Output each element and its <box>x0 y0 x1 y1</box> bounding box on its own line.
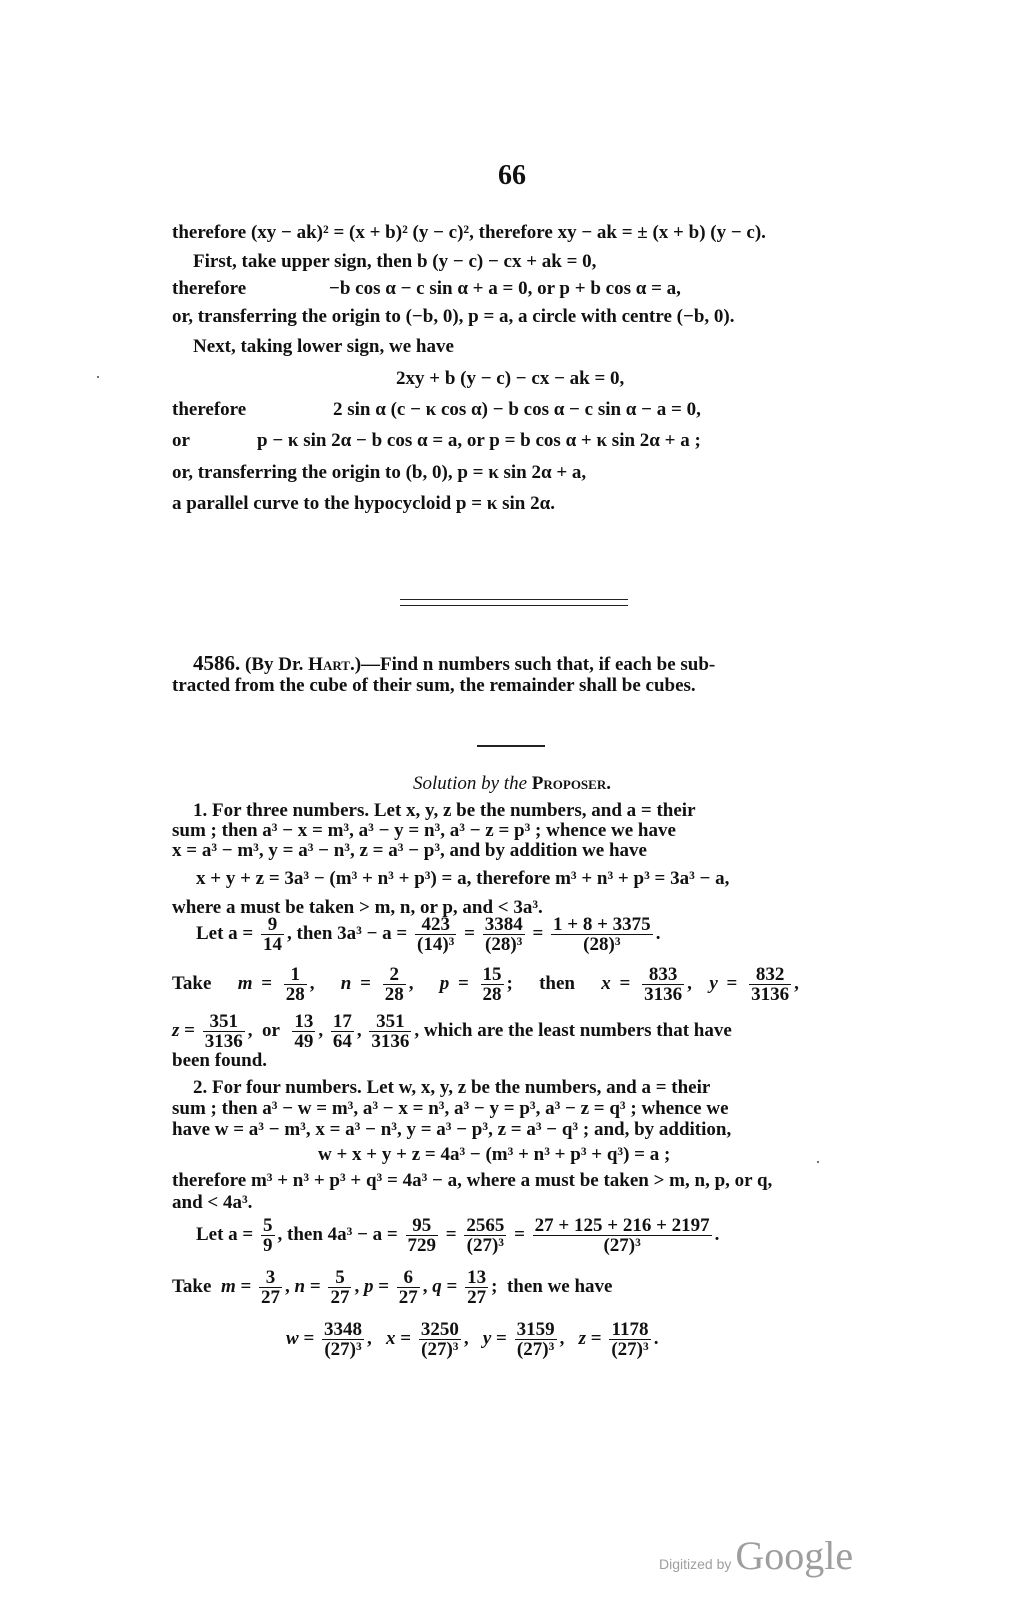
text-line-label: therefore <box>172 399 247 420</box>
fraction: $\frac{832}{3136}$ <box>751 964 790 1005</box>
equation-let-2: Let a = $\frac{5}{9}$ , then 4a³ − a = $\frac{95}{729}$ = $\frac{2565}{\text{(27)³}}$ = $\frac{27 + 125 + 216 + 2197}{\text{(27)³}}$ . <box>196 1215 720 1256</box>
fraction: $\frac{351}{3136}$ <box>371 1011 410 1052</box>
equation: p − κ sin 2α − b cos α = a, or p = b cos α + κ sin 2α + a ; <box>257 430 701 451</box>
text-line: Next, taking lower sign, we have <box>193 336 454 357</box>
equation: −b cos α − c sin α + a = 0, or p + b cos α = a, <box>329 278 681 299</box>
fraction: $\frac{3250}{\text{(27)³}}$ <box>420 1319 459 1360</box>
fraction: $\frac{15}{28}$ <box>482 964 502 1005</box>
section-divider <box>400 599 628 606</box>
text-line-label: therefore <box>172 278 247 299</box>
fraction: $\frac{27 + 125 + 216 + 2197}{\text{(27)³}}$ <box>534 1215 710 1256</box>
text-line-label: or <box>172 430 190 451</box>
equation: 2xy + b (y − c) − cx − ak = 0, <box>396 368 625 389</box>
fraction: $\frac{5}{27}$ <box>330 1267 350 1308</box>
problem-author: Hart <box>308 654 350 675</box>
fraction: $\frac{351}{3136}$ <box>204 1011 243 1052</box>
fraction: $\frac{1}{28}$ <box>285 964 305 1005</box>
text-line: where a must be taken > m, n, or p, and < 3a³. <box>172 897 543 918</box>
problem-number: 4586. <box>193 651 241 675</box>
fraction: $\frac{3159}{\text{(27)³}}$ <box>516 1319 555 1360</box>
text-line: a parallel curve to the hypocycloid p = κ sin 2α. <box>172 493 555 514</box>
text-line: tracted from the cube of their sum, the remainder shall be cubes. <box>172 675 696 696</box>
equation: 2 sin α (c − κ cos α) − b cos α − c sin α − a = 0, <box>333 399 701 420</box>
fraction: $\frac{3}{27}$ <box>261 1267 281 1308</box>
fraction: $\frac{9}{14}$ <box>263 914 283 955</box>
equation: x + y + z = 3a³ − (m³ + n³ + p³) = a, therefore m³ + n³ + p³ = 3a³ − a, <box>196 868 730 889</box>
text-line: been found. <box>172 1050 268 1071</box>
fraction: $\frac{423}{\text{(14)³}}$ <box>417 914 455 955</box>
solution-heading: Solution by the Proposer. <box>413 773 611 794</box>
fraction: $\frac{3348}{\text{(27)³}}$ <box>324 1319 363 1360</box>
fraction: $\frac{6}{27}$ <box>398 1267 418 1308</box>
text-line: 2. For four numbers. Let w, x, y, z be the numbers, and a = their <box>193 1077 711 1098</box>
equation-z-1: z = $\frac{351}{3136}$ , or $\frac{13}{49}$ , $\frac{17}{64}$ , $\frac{351}{3136}$ , which are the least numbers that have <box>172 1011 732 1052</box>
fraction: $\frac{13}{27}$ <box>467 1267 487 1308</box>
text-line: and < 4a³. <box>172 1192 253 1213</box>
short-divider <box>477 745 545 747</box>
equation-take-2: Take m = $\frac{3}{27}$ , n = $\frac{5}{27}$ , p = $\frac{6}{27}$ , q = $\frac{13}{27}$ ; then we have <box>172 1267 613 1308</box>
text-line: or, transferring the origin to (b, 0), p = κ sin 2α + a, <box>172 462 587 483</box>
fraction: $\frac{2}{28}$ <box>384 964 404 1005</box>
text-line: therefore m³ + n³ + p³ + q³ = 4a³ − a, where a must be taken > m, n, p, or q, <box>172 1170 773 1191</box>
fraction: $\frac{1178}{\text{(27)³}}$ <box>611 1319 649 1360</box>
page-number: 66 <box>498 160 526 191</box>
scan-speck <box>97 376 99 378</box>
google-logo: Google <box>735 1533 854 1578</box>
fraction: $\frac{17}{64}$ <box>332 1011 352 1052</box>
text-line: 1. For three numbers. Let x, y, z be the numbers, and a = their <box>193 800 696 821</box>
fraction: $\frac{1 + 8 + 3375}{\text{(28)³}}$ <box>553 914 651 955</box>
fraction: $\frac{2565}{\text{(27)³}}$ <box>466 1215 505 1256</box>
text-line: sum ; then a³ − x = m³, a³ − y = n³, a³ − z = p³ ; whence we have <box>172 820 676 841</box>
digitized-by-watermark: Digitized by Google <box>659 1533 854 1578</box>
text-line: have w = a³ − m³, x = a³ − n³, y = a³ − p³, z = a³ − q³ ; and, by addition, <box>172 1119 732 1140</box>
fraction: $\frac{95}{729}$ <box>407 1215 437 1256</box>
equation-let-1: Let a = $\frac{9}{14}$ , then 3a³ − a = $\frac{423}{\text{(14)³}}$ = $\frac{3384}{\text{(28)³}}$ = $\frac{1 + 8 + 3375}{\text{(28)³}}$ . <box>196 914 661 955</box>
fraction: $\frac{5}{9}$ <box>263 1215 273 1256</box>
equation: w + x + y + z = 4a³ − (m³ + n³ + p³ + q³) = a ; <box>318 1144 671 1165</box>
equation-final: w = $\frac{3348}{\text{(27)³}}$ , x = $\frac{3250}{\text{(27)³}}$ , y = $\frac{3159}{\text{(27)³}}$ , z = $\frac{1178}{\text{(27)³}}$ . <box>286 1319 659 1360</box>
text-line: First, take upper sign, then b (y − c) − cx + ak = 0, <box>193 251 597 272</box>
fraction: $\frac{833}{3136}$ <box>644 964 683 1005</box>
fraction: $\frac{3384}{\text{(28)³}}$ <box>484 914 523 955</box>
text-line: therefore (xy − ak)² = (x + b)² (y − c)², therefore xy − ak = ± (x + b) (y − c). <box>172 222 766 243</box>
equation-take-1: Take m = $\frac{1}{28}$ , n = $\frac{2}{28}$ , p = $\frac{15}{28}$ ; then x = $\frac{833}{3136}$ , y = $\frac{832}{3136}$ , <box>172 964 799 1005</box>
scan-speck <box>817 1161 819 1163</box>
fraction: $\frac{13}{49}$ <box>294 1011 314 1052</box>
text-line: or, transferring the origin to (−b, 0), p = a, a circle with centre (−b, 0). <box>172 306 735 327</box>
problem-statement: 4586. (By Dr. Hart.)—Find n numbers such that, if each be sub- <box>193 651 716 675</box>
text-line: sum ; then a³ − w = m³, a³ − x = n³, a³ − y = p³, a³ − z = q³ ; whence we <box>172 1098 729 1119</box>
text-line: x = a³ − m³, y = a³ − n³, z = a³ − p³, and by addition we have <box>172 840 647 861</box>
